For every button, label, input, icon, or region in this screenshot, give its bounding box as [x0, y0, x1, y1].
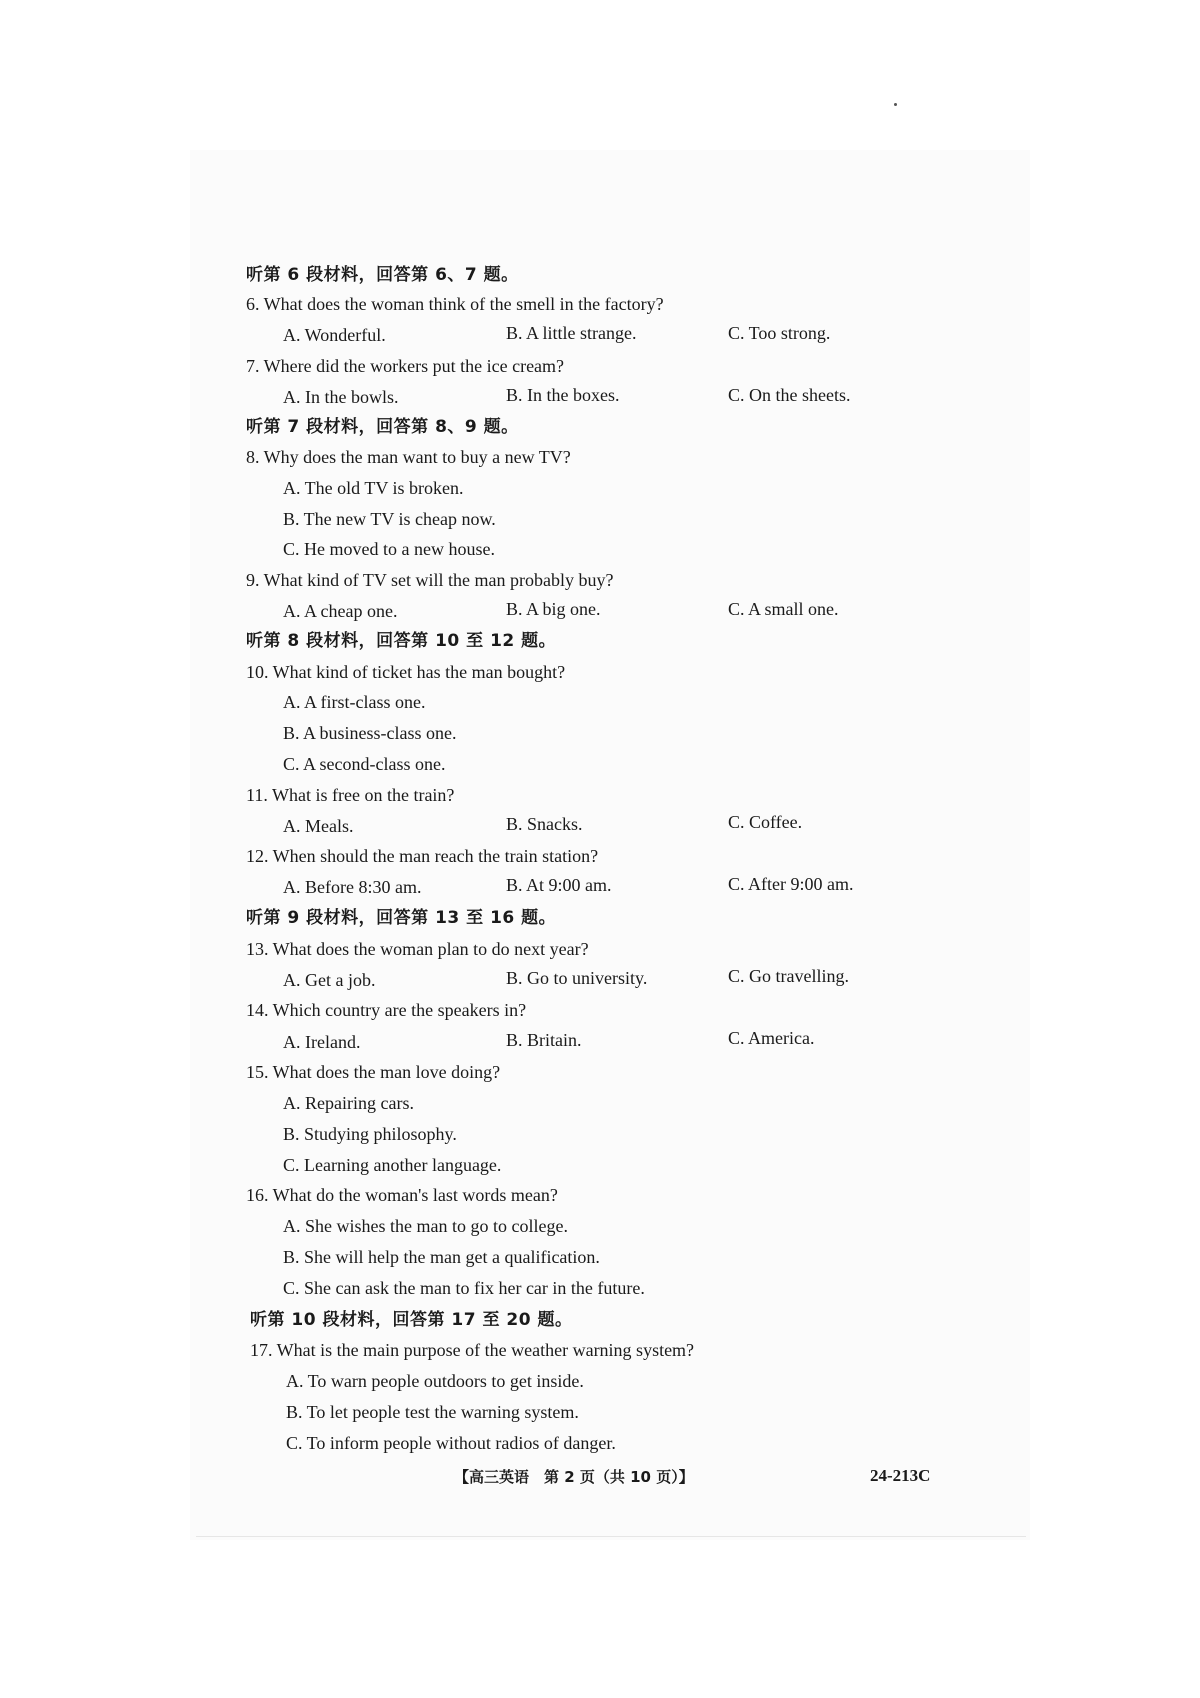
- question-6-option-b: B. A little strange.: [506, 323, 637, 343]
- section-8-heading: 听第 8 段材料，回答第 10 至 12 题。: [246, 631, 557, 651]
- exam-code: 24-213C: [870, 1466, 931, 1485]
- question-13-option-a: A. Get a job.: [283, 970, 376, 990]
- question-7-stem: 7. Where did the workers put the ice cream?: [246, 356, 565, 376]
- question-10-option-c: C. A second-class one.: [283, 754, 446, 774]
- question-16-option-c: C. She can ask the man to fix her car in the future.: [283, 1278, 645, 1298]
- question-10-option-a: A. A first-class one.: [283, 692, 426, 712]
- question-11-stem: 11. What is free on the train?: [246, 785, 455, 805]
- question-8-option-b: B. The new TV is cheap now.: [283, 509, 496, 529]
- question-12-option-a: A. Before 8:30 am.: [283, 877, 422, 897]
- question-7-option-c: C. On the sheets.: [728, 385, 851, 405]
- question-13-option-b: B. Go to university.: [506, 968, 648, 988]
- question-17-stem: 17. What is the main purpose of the weather warning system?: [250, 1340, 695, 1360]
- question-17-option-a: A. To warn people outdoors to get inside.: [286, 1371, 584, 1391]
- question-16-stem: 16. What do the woman's last words mean?: [246, 1185, 558, 1205]
- question-11-option-a: A. Meals.: [283, 816, 354, 836]
- question-8-option-c: C. He moved to a new house.: [283, 539, 495, 559]
- question-12-option-c: C. After 9:00 am.: [728, 874, 854, 894]
- section-6-heading: 听第 6 段材料，回答第 6、7 题。: [246, 265, 519, 285]
- question-16-option-a: A. She wishes the man to go to college.: [283, 1216, 568, 1236]
- question-9-option-c: C. A small one.: [728, 599, 839, 619]
- question-13-option-c: C. Go travelling.: [728, 966, 849, 986]
- page-number-label: 【高三英语 第 2 页（共 10 页）】: [454, 1468, 694, 1486]
- question-15-option-b: B. Studying philosophy.: [283, 1124, 457, 1144]
- scan-edge-line: [196, 1536, 1026, 1537]
- question-15-option-c: C. Learning another language.: [283, 1155, 502, 1175]
- question-9-option-a: A. A cheap one.: [283, 601, 398, 621]
- section-7-heading: 听第 7 段材料，回答第 8、9 题。: [246, 417, 519, 437]
- question-17-option-b: B. To let people test the warning system.: [286, 1402, 579, 1422]
- question-14-option-b: B. Britain.: [506, 1030, 582, 1050]
- question-9-stem: 9. What kind of TV set will the man probably buy?: [246, 570, 614, 590]
- question-6-option-c: C. Too strong.: [728, 323, 831, 343]
- question-6-stem: 6. What does the woman think of the smell in the factory?: [246, 294, 664, 314]
- question-14-option-c: C. America.: [728, 1028, 815, 1048]
- section-9-heading: 听第 9 段材料，回答第 13 至 16 题。: [246, 908, 557, 928]
- question-15-option-a: A. Repairing cars.: [283, 1093, 414, 1113]
- question-7-option-b: B. In the boxes.: [506, 385, 620, 405]
- question-12-option-b: B. At 9:00 am.: [506, 875, 612, 895]
- question-9-option-b: B. A big one.: [506, 599, 601, 619]
- question-16-option-b: B. She will help the man get a qualification.: [283, 1247, 600, 1267]
- question-11-option-b: B. Snacks.: [506, 814, 583, 834]
- question-8-option-a: A. The old TV is broken.: [283, 478, 464, 498]
- section-10-heading: 听第 10 段材料，回答第 17 至 20 题。: [250, 1310, 573, 1330]
- question-12-stem: 12. When should the man reach the train station?: [246, 846, 599, 866]
- question-14-option-a: A. Ireland.: [283, 1032, 361, 1052]
- question-7-option-a: A. In the bowls.: [283, 387, 399, 407]
- question-14-stem: 14. Which country are the speakers in?: [246, 1000, 527, 1020]
- question-6-option-a: A. Wonderful.: [283, 325, 386, 345]
- question-11-option-c: C. Coffee.: [728, 812, 803, 832]
- question-10-stem: 10. What kind of ticket has the man bought?: [246, 662, 566, 682]
- page-footer-label: [454, 1466, 694, 1487]
- question-15-stem: 15. What does the man love doing?: [246, 1062, 501, 1082]
- question-8-stem: 8. Why does the man want to buy a new TV?: [246, 447, 571, 467]
- question-10-option-b: B. A business-class one.: [283, 723, 457, 743]
- question-17-option-c: C. To inform people without radios of danger.: [286, 1433, 616, 1453]
- question-13-stem: 13. What does the woman plan to do next year?: [246, 939, 589, 959]
